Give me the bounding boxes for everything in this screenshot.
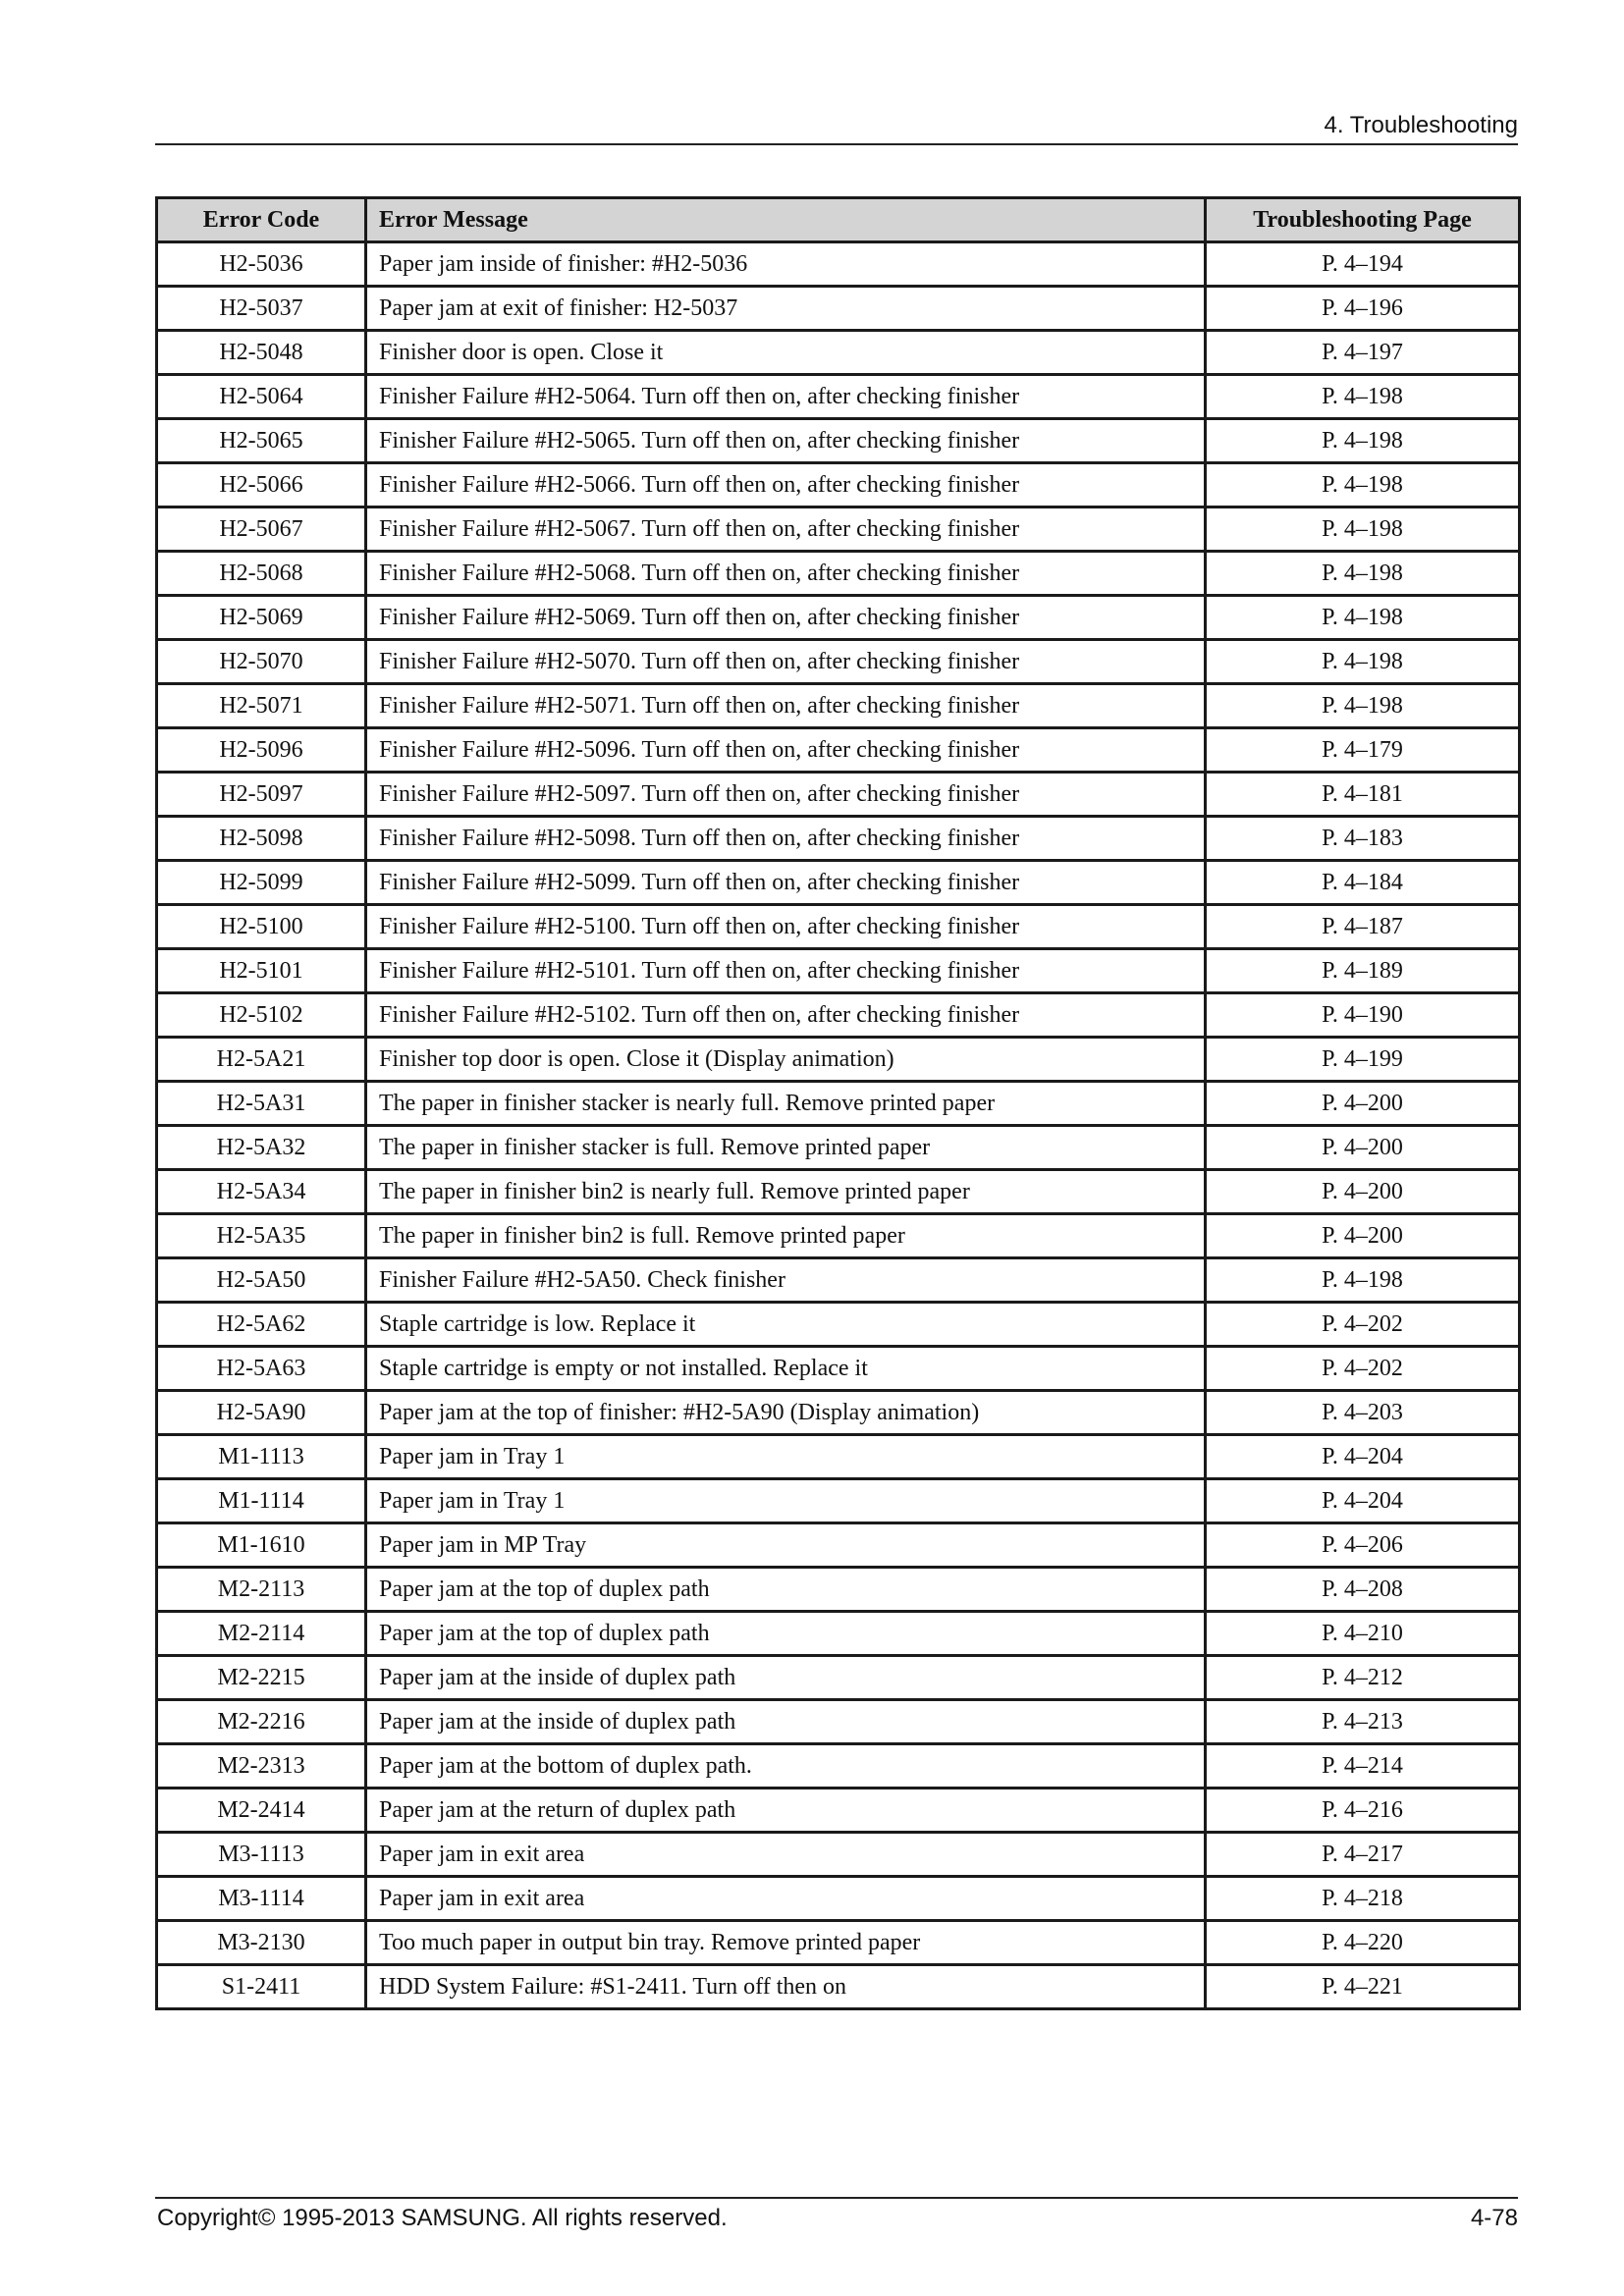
troubleshooting-page-cell: P. 4–183 — [1206, 817, 1520, 861]
error-message-cell: Finisher Failure #H2-5071. Turn off then on, after checking finisher — [366, 684, 1206, 728]
table-row — [157, 728, 1520, 773]
troubleshooting-page-cell: P. 4–221 — [1206, 1965, 1520, 2009]
troubleshooting-page-cell: P. 4–198 — [1206, 552, 1520, 596]
troubleshooting-page-cell: P. 4–198 — [1206, 1258, 1520, 1303]
table-row — [157, 1700, 1520, 1744]
error-code-cell: H2-5A90 — [157, 1391, 366, 1435]
error-message-cell: Staple cartridge is low. Replace it — [366, 1303, 1206, 1347]
error-code-table — [155, 196, 1521, 2010]
error-code-cell: H2-5A62 — [157, 1303, 366, 1347]
error-code-cell: H2-5068 — [157, 552, 366, 596]
table-row — [157, 242, 1520, 287]
page-number: 4-78 — [1470, 2205, 1518, 2231]
error-message-cell: Finisher Failure #H2-5099. Turn off then on, after checking finisher — [366, 861, 1206, 905]
troubleshooting-page-cell: P. 4–217 — [1206, 1833, 1520, 1877]
troubleshooting-page-cell: P. 4–203 — [1206, 1391, 1520, 1435]
table-row — [157, 1170, 1520, 1214]
table-row — [157, 507, 1520, 552]
table-row — [157, 905, 1520, 949]
table-row — [157, 375, 1520, 419]
error-code-cell: H2-5036 — [157, 242, 366, 287]
error-code-cell: H2-5071 — [157, 684, 366, 728]
troubleshooting-page-cell: P. 4–197 — [1206, 331, 1520, 375]
troubleshooting-page-cell: P. 4–218 — [1206, 1877, 1520, 1921]
error-message-cell: The paper in finisher stacker is nearly full. Remove printed paper — [366, 1082, 1206, 1126]
column-header-troubleshooting-page: Troubleshooting Page — [1206, 198, 1520, 242]
table-row — [157, 1038, 1520, 1082]
troubleshooting-page-cell: P. 4–214 — [1206, 1744, 1520, 1789]
error-message-cell: Finisher top door is open. Close it (Display animation) — [366, 1038, 1206, 1082]
table-row — [157, 1391, 1520, 1435]
column-header-error-message: Error Message — [366, 198, 1206, 242]
error-message-cell: Paper jam in MP Tray — [366, 1523, 1206, 1568]
error-message-cell: Paper jam at the top of finisher: #H2-5A90 (Display animation) — [366, 1391, 1206, 1435]
troubleshooting-page-cell: P. 4–202 — [1206, 1347, 1520, 1391]
table-row — [157, 331, 1520, 375]
error-code-cell: H2-5100 — [157, 905, 366, 949]
error-code-cell: H2-5065 — [157, 419, 366, 463]
error-code-cell: M2-2313 — [157, 1744, 366, 1789]
error-message-cell: Paper jam at the top of duplex path — [366, 1568, 1206, 1612]
table-row — [157, 1523, 1520, 1568]
table-row — [157, 1965, 1520, 2009]
error-code-cell: H2-5097 — [157, 773, 366, 817]
table-row — [157, 419, 1520, 463]
table-row — [157, 552, 1520, 596]
troubleshooting-page-cell: P. 4–179 — [1206, 728, 1520, 773]
table-row — [157, 463, 1520, 507]
troubleshooting-page-cell: P. 4–198 — [1206, 684, 1520, 728]
table-row — [157, 1082, 1520, 1126]
error-code-cell: M2-2414 — [157, 1789, 366, 1833]
table-row — [157, 1479, 1520, 1523]
error-code-cell: H2-5101 — [157, 949, 366, 993]
table-row — [157, 861, 1520, 905]
table-row — [157, 1612, 1520, 1656]
error-message-cell: HDD System Failure: #S1-2411. Turn off then on — [366, 1965, 1206, 2009]
troubleshooting-page-cell: P. 4–198 — [1206, 596, 1520, 640]
error-message-cell: Paper jam at the return of duplex path — [366, 1789, 1206, 1833]
error-code-cell: H2-5096 — [157, 728, 366, 773]
troubleshooting-page-cell: P. 4–184 — [1206, 861, 1520, 905]
error-code-cell: M2-2113 — [157, 1568, 366, 1612]
error-code-cell: H2-5099 — [157, 861, 366, 905]
error-message-cell: The paper in finisher stacker is full. Remove printed paper — [366, 1126, 1206, 1170]
error-code-cell: H2-5A31 — [157, 1082, 366, 1126]
error-message-cell: Finisher Failure #H2-5068. Turn off then on, after checking finisher — [366, 552, 1206, 596]
table-row — [157, 1656, 1520, 1700]
troubleshooting-page-cell: P. 4–196 — [1206, 287, 1520, 331]
troubleshooting-page-cell: P. 4–204 — [1206, 1479, 1520, 1523]
troubleshooting-page-cell: P. 4–200 — [1206, 1126, 1520, 1170]
troubleshooting-page-cell: P. 4–198 — [1206, 463, 1520, 507]
table-row — [157, 773, 1520, 817]
error-message-cell: Finisher Failure #H2-5069. Turn off then on, after checking finisher — [366, 596, 1206, 640]
error-message-cell: Finisher Failure #H2-5096. Turn off then on, after checking finisher — [366, 728, 1206, 773]
table-row — [157, 287, 1520, 331]
error-message-cell: Finisher Failure #H2-5101. Turn off then on, after checking finisher — [366, 949, 1206, 993]
error-code-cell: H2-5037 — [157, 287, 366, 331]
error-code-cell: M1-1610 — [157, 1523, 366, 1568]
troubleshooting-page-cell: P. 4–198 — [1206, 507, 1520, 552]
table-row — [157, 1258, 1520, 1303]
error-message-cell: Finisher Failure #H2-5065. Turn off then on, after checking finisher — [366, 419, 1206, 463]
table-row — [157, 1877, 1520, 1921]
table-header-row — [157, 198, 1520, 242]
table-row — [157, 1744, 1520, 1789]
troubleshooting-page-cell: P. 4–200 — [1206, 1082, 1520, 1126]
error-message-cell: Paper jam in Tray 1 — [366, 1435, 1206, 1479]
troubleshooting-page-cell: P. 4–210 — [1206, 1612, 1520, 1656]
error-message-cell: Finisher Failure #H2-5097. Turn off then on, after checking finisher — [366, 773, 1206, 817]
troubleshooting-page-cell: P. 4–204 — [1206, 1435, 1520, 1479]
troubleshooting-page-cell: P. 4–206 — [1206, 1523, 1520, 1568]
error-code-cell: H2-5A32 — [157, 1126, 366, 1170]
table-row — [157, 1126, 1520, 1170]
error-code-cell: M1-1113 — [157, 1435, 366, 1479]
troubleshooting-page-cell: P. 4–213 — [1206, 1700, 1520, 1744]
page-footer — [155, 2197, 1518, 2231]
table-row — [157, 596, 1520, 640]
error-code-cell: H2-5A34 — [157, 1170, 366, 1214]
troubleshooting-page-cell: P. 4–202 — [1206, 1303, 1520, 1347]
troubleshooting-page-cell: P. 4–198 — [1206, 375, 1520, 419]
table-row — [157, 1303, 1520, 1347]
error-code-cell: M2-2216 — [157, 1700, 366, 1744]
error-message-cell: Finisher Failure #H2-5098. Turn off then on, after checking finisher — [366, 817, 1206, 861]
troubleshooting-page-cell: P. 4–187 — [1206, 905, 1520, 949]
table-row — [157, 817, 1520, 861]
error-code-cell: H2-5067 — [157, 507, 366, 552]
error-message-cell: Staple cartridge is empty or not installed. Replace it — [366, 1347, 1206, 1391]
error-message-cell: Finisher Failure #H2-5070. Turn off then on, after checking finisher — [366, 640, 1206, 684]
troubleshooting-page-cell: P. 4–216 — [1206, 1789, 1520, 1833]
troubleshooting-page-cell: P. 4–212 — [1206, 1656, 1520, 1700]
error-message-cell: Finisher door is open. Close it — [366, 331, 1206, 375]
error-code-cell: H2-5064 — [157, 375, 366, 419]
table-row — [157, 1568, 1520, 1612]
error-code-cell: M3-1114 — [157, 1877, 366, 1921]
troubleshooting-page-cell: P. 4–198 — [1206, 419, 1520, 463]
error-message-cell: Paper jam in exit area — [366, 1833, 1206, 1877]
error-code-cell: M3-1113 — [157, 1833, 366, 1877]
error-message-cell: Paper jam at exit of finisher: H2-5037 — [366, 287, 1206, 331]
table-row — [157, 993, 1520, 1038]
error-message-cell: Paper jam at the top of duplex path — [366, 1612, 1206, 1656]
troubleshooting-page-cell: P. 4–190 — [1206, 993, 1520, 1038]
table-row — [157, 1347, 1520, 1391]
error-message-cell: Paper jam inside of finisher: #H2-5036 — [366, 242, 1206, 287]
error-message-cell: Finisher Failure #H2-5067. Turn off then on, after checking finisher — [366, 507, 1206, 552]
column-header-error-code: Error Code — [157, 198, 366, 242]
error-code-cell: M2-2215 — [157, 1656, 366, 1700]
troubleshooting-page-cell: P. 4–200 — [1206, 1170, 1520, 1214]
error-code-cell: H2-5066 — [157, 463, 366, 507]
error-message-cell: Paper jam at the bottom of duplex path. — [366, 1744, 1206, 1789]
error-code-cell: H2-5098 — [157, 817, 366, 861]
troubleshooting-page-cell: P. 4–198 — [1206, 640, 1520, 684]
troubleshooting-page-cell: P. 4–189 — [1206, 949, 1520, 993]
error-code-cell: H2-5069 — [157, 596, 366, 640]
error-message-cell: Finisher Failure #H2-5A50. Check finisher — [366, 1258, 1206, 1303]
table-body — [157, 242, 1520, 2009]
error-message-cell: Paper jam in Tray 1 — [366, 1479, 1206, 1523]
error-message-cell: Finisher Failure #H2-5100. Turn off then on, after checking finisher — [366, 905, 1206, 949]
troubleshooting-page-cell: P. 4–199 — [1206, 1038, 1520, 1082]
troubleshooting-page-cell: P. 4–194 — [1206, 242, 1520, 287]
error-code-cell: H2-5A63 — [157, 1347, 366, 1391]
table-row — [157, 949, 1520, 993]
table-row — [157, 1789, 1520, 1833]
error-code-cell: H2-5A50 — [157, 1258, 366, 1303]
error-message-cell: Finisher Failure #H2-5102. Turn off then on, after checking finisher — [366, 993, 1206, 1038]
error-code-cell: M1-1114 — [157, 1479, 366, 1523]
error-code-cell: H2-5A35 — [157, 1214, 366, 1258]
error-message-cell: Paper jam at the inside of duplex path — [366, 1656, 1206, 1700]
error-message-cell: The paper in finisher bin2 is full. Remove printed paper — [366, 1214, 1206, 1258]
section-title: 4. Troubleshooting — [1324, 112, 1518, 138]
error-message-cell: Too much paper in output bin tray. Remove printed paper — [366, 1921, 1206, 1965]
table-row — [157, 640, 1520, 684]
page-header — [155, 110, 1518, 145]
error-code-cell: H2-5102 — [157, 993, 366, 1038]
error-code-cell: H2-5A21 — [157, 1038, 366, 1082]
troubleshooting-page-cell: P. 4–200 — [1206, 1214, 1520, 1258]
table-row — [157, 1214, 1520, 1258]
error-code-cell: H2-5070 — [157, 640, 366, 684]
error-message-cell: Finisher Failure #H2-5064. Turn off then on, after checking finisher — [366, 375, 1206, 419]
table-row — [157, 1921, 1520, 1965]
error-message-cell: Finisher Failure #H2-5066. Turn off then on, after checking finisher — [366, 463, 1206, 507]
error-message-cell: The paper in finisher bin2 is nearly full. Remove printed paper — [366, 1170, 1206, 1214]
error-message-cell: Paper jam in exit area — [366, 1877, 1206, 1921]
troubleshooting-page-cell: P. 4–220 — [1206, 1921, 1520, 1965]
copyright-notice: Copyright© 1995-2013 SAMSUNG. All rights reserved. — [157, 2205, 728, 2231]
error-code-cell: M3-2130 — [157, 1921, 366, 1965]
table-row — [157, 684, 1520, 728]
error-code-cell: H2-5048 — [157, 331, 366, 375]
table-row — [157, 1833, 1520, 1877]
error-code-cell: M2-2114 — [157, 1612, 366, 1656]
error-code-cell: S1-2411 — [157, 1965, 366, 2009]
table-row — [157, 1435, 1520, 1479]
troubleshooting-page-cell: P. 4–208 — [1206, 1568, 1520, 1612]
troubleshooting-page-cell: P. 4–181 — [1206, 773, 1520, 817]
error-message-cell: Paper jam at the inside of duplex path — [366, 1700, 1206, 1744]
